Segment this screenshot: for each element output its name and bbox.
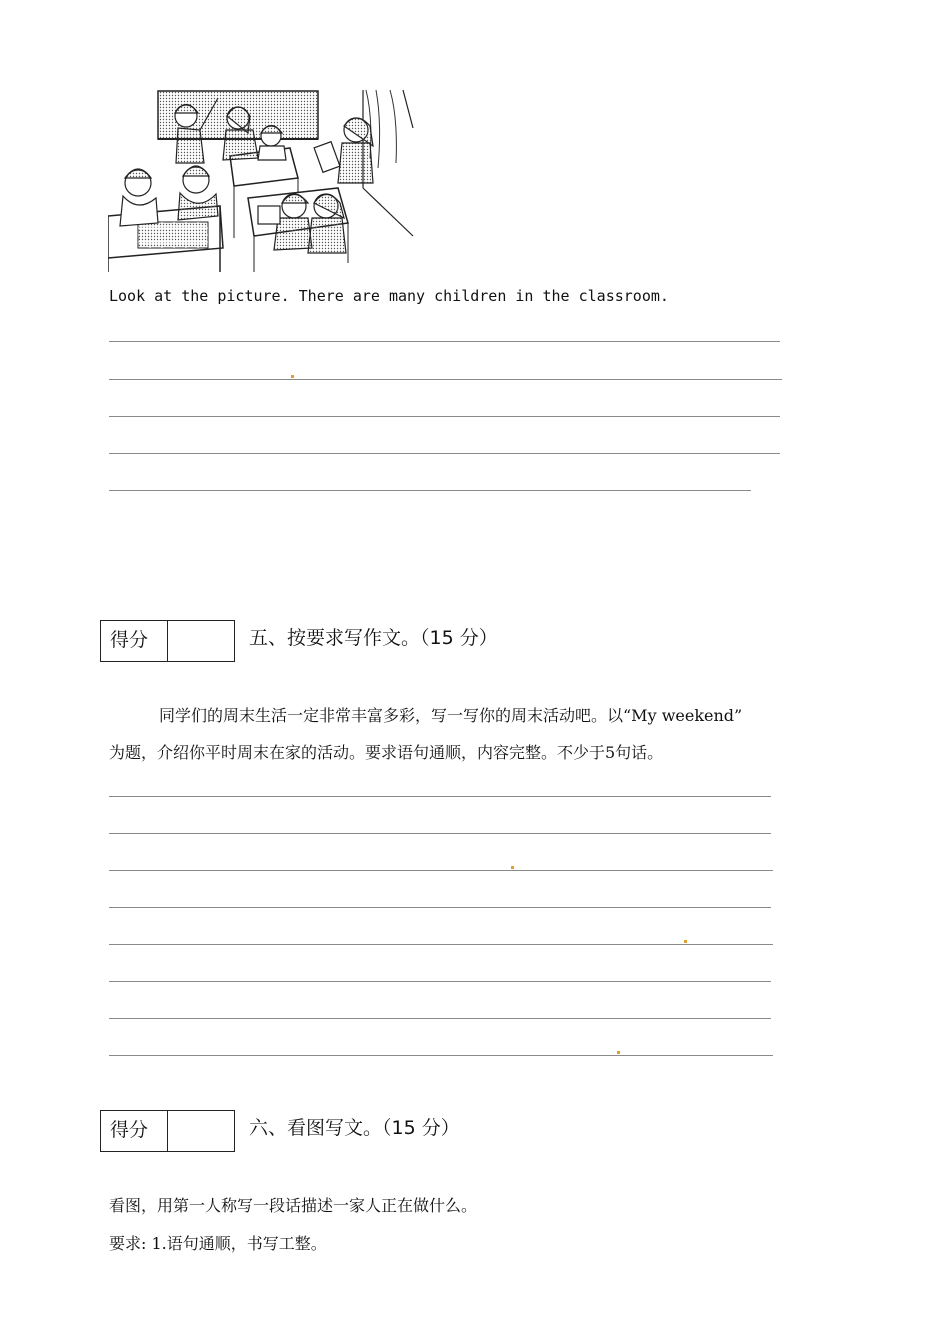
section6-title: 六、看图写文。（15 分） bbox=[249, 1117, 460, 1139]
ink-dot bbox=[511, 866, 514, 869]
score-box bbox=[100, 620, 235, 662]
section6-instruction-line2: 要求: 1.语句通顺，书写工整。 bbox=[109, 1234, 327, 1253]
ink-dot bbox=[291, 375, 294, 378]
section5-instruction-line2: 为题，介绍你平时周末在家的活动。要求语句通顺，内容完整。不少于5句话。 bbox=[109, 743, 664, 762]
classroom-illustration bbox=[108, 88, 414, 272]
writing-line[interactable] bbox=[109, 833, 771, 834]
writing-line[interactable] bbox=[109, 453, 780, 454]
writing-line[interactable] bbox=[109, 490, 751, 491]
section5-title: 五、按要求写作文。（15 分） bbox=[249, 627, 498, 649]
writing-line[interactable] bbox=[109, 870, 773, 871]
writing-line[interactable] bbox=[109, 1055, 773, 1056]
writing-line[interactable] bbox=[109, 379, 782, 380]
score-box bbox=[100, 1110, 235, 1152]
writing-line[interactable] bbox=[109, 341, 780, 342]
writing-line[interactable] bbox=[109, 907, 771, 908]
writing-line[interactable] bbox=[109, 944, 773, 945]
score-field[interactable] bbox=[168, 621, 234, 661]
writing-line[interactable] bbox=[109, 981, 771, 982]
score-label: 得分 bbox=[101, 621, 168, 661]
ink-dot bbox=[684, 940, 687, 943]
writing-line[interactable] bbox=[109, 796, 771, 797]
writing-line[interactable] bbox=[109, 1018, 771, 1019]
section5-instruction-line1: 同学们的周末生活一定非常丰富多彩，写一写你的周末活动吧。以“My weekend” bbox=[159, 706, 743, 725]
ink-dot bbox=[617, 1051, 620, 1054]
writing-line[interactable] bbox=[109, 416, 780, 417]
section6-instruction-line1: 看图，用第一人称写一段话描述一家人正在做什么。 bbox=[109, 1196, 478, 1215]
score-field[interactable] bbox=[168, 1111, 234, 1151]
score-label: 得分 bbox=[101, 1111, 168, 1151]
section4-intro: Look at the picture. There are many children in the classroom. bbox=[109, 287, 669, 305]
